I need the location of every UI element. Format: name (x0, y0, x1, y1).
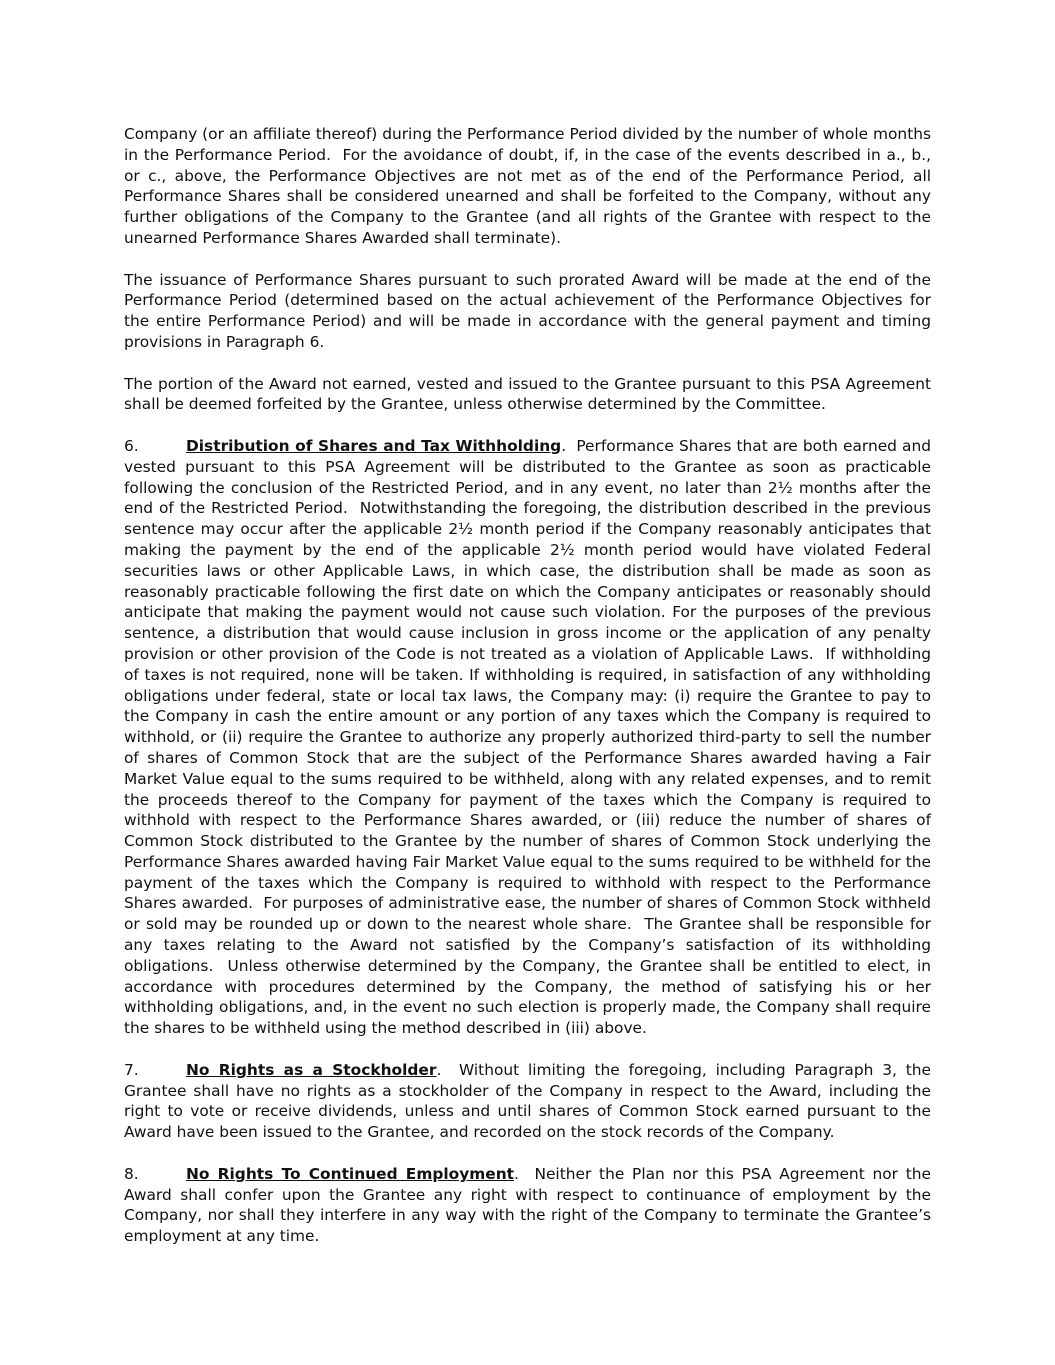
section-heading: No Rights To Continued Employment (186, 1164, 515, 1183)
section-heading: Distribution of Shares and Tax Withholding (186, 436, 562, 455)
document-page (124, 124, 936, 1268)
section-body: . Performance Shares that are both earned and vested pursuant to this PSA Agreement will be distributed to the Grantee as soon as practicable following the conclusion of the Restricted Period, and in any event, no later than 2½ months after the end of the Restricted Period. Notwithstanding the foregoing, the distribution described in the previous sentence may occur after the applicable 2½ month period if the Company reasonably anticipates that making the payment by the end of the applicable 2½ month period would have violated Federal securities laws or other Applicable Laws, in which case, the distribution shall be made as soon as reasonably practicable following the first date on which the Company anticipates or reasonably should anticipate that making the payment would not cause such violation. For the purposes of the previous sentence, a distribution that would cause inclusion in gross income or the application of any penalty provision or other provision of the Code is not treated as a violation of Applicable Laws. If withholding of taxes is not required, none will be taken. If withholding is required, in satisfaction of any withholding obligations under federal, state or local tax laws, the Company may: (i) require the Grantee to pay to the Company in cash the entire amount or any portion of any taxes which the Company is required to withhold, or (ii) require the Grantee to authorize any properly authorized third-party to sell the number of shares of Common Stock that are the subject of the Performance Shares awarded having a Fair Market Value equal to the sums required to be withheld, along with any related expenses, and to remit the proceeds thereof to the Company for payment of the taxes which the Company is required to withhold with respect to the Performance Shares awarded, or (iii) reduce the number of shares of Common Stock distributed to the Grantee by the number of shares of Common Stock underlying the Performance Shares awarded having Fair Market Value equal to the sums required to be withheld for the payment of the taxes which the Company is required to withhold with respect to the Performance Shares awarded. For purposes of administrative ease, the number of shares of Common Stock withheld or sold may be rounded up or down to the nearest whole share. The Grantee shall be responsible for any taxes relating to the Award not satisfied by the Company’s satisfaction of its withholding obligations. Unless otherwise determined by the Company, the Grantee shall be entitled to elect, in accordance with procedures determined by the Company, the method of satisfying his or her withholding obligations, and, in the event no such election is properly made, the Company shall require the shares to be withheld using the method described in (iii) above. (124, 436, 936, 1038)
section-8-no-rights-to-continued-employment (124, 1164, 936, 1247)
section-number: 7. (124, 1060, 139, 1079)
section-body: . Neither the Plan nor this PSA Agreement nor the Award shall confer upon the Grantee any right with respect to continuance of employment by the Company, nor shall they interfere in any way with the right of the Company to terminate the Grantee’s employment at any time. (124, 1164, 936, 1246)
section-number: 8. (124, 1164, 139, 1183)
paragraph-issuance-of-shares: The issuance of Performance Shares pursuant to such prorated Award will be made at the end of the Performance Period (determined based on the actual achievement of the Performance Objectives for the entire Performance Period) and will be made in accordance with the general payment and timing provisions in Paragraph 6. (124, 270, 936, 351)
section-7-no-rights-as-stockholder (124, 1060, 936, 1143)
paragraph-unearned-portion-forfeited: The portion of the Award not earned, vested and issued to the Grantee pursuant to this PSA Agreement shall be deemed forfeited by the Grantee, unless otherwise determined by the Committee. (124, 374, 936, 414)
section-6-distribution-and-tax-withholding (124, 436, 936, 1039)
section-body: . Without limiting the foregoing, including Paragraph 3, the Grantee shall have no rights as a stockholder of the Company in respect to the Award, including the right to vote or receive dividends, unless and until shares of Common Stock earned pursuant to the Award have been issued to the Grantee, and recorded on the stock records of the Company. (124, 1060, 936, 1142)
section-number: 6. (124, 436, 139, 455)
section-heading: No Rights as a Stockholder (186, 1060, 437, 1079)
paragraph-prorated-award-continued: Company (or an affiliate thereof) during the Performance Period divided by the number of whole months in the Performance Period. For the avoidance of doubt, if, in the case of the events described in a., b., or c., above, the Performance Objectives are not met as of the end of the Performance Period, all Performance Shares shall be considered unearned and shall be forfeited to the Company, without any further obligations of the Company to the Grantee (and all rights of the Grantee with respect to the unearned Performance Shares Awarded shall terminate). (124, 125, 936, 247)
